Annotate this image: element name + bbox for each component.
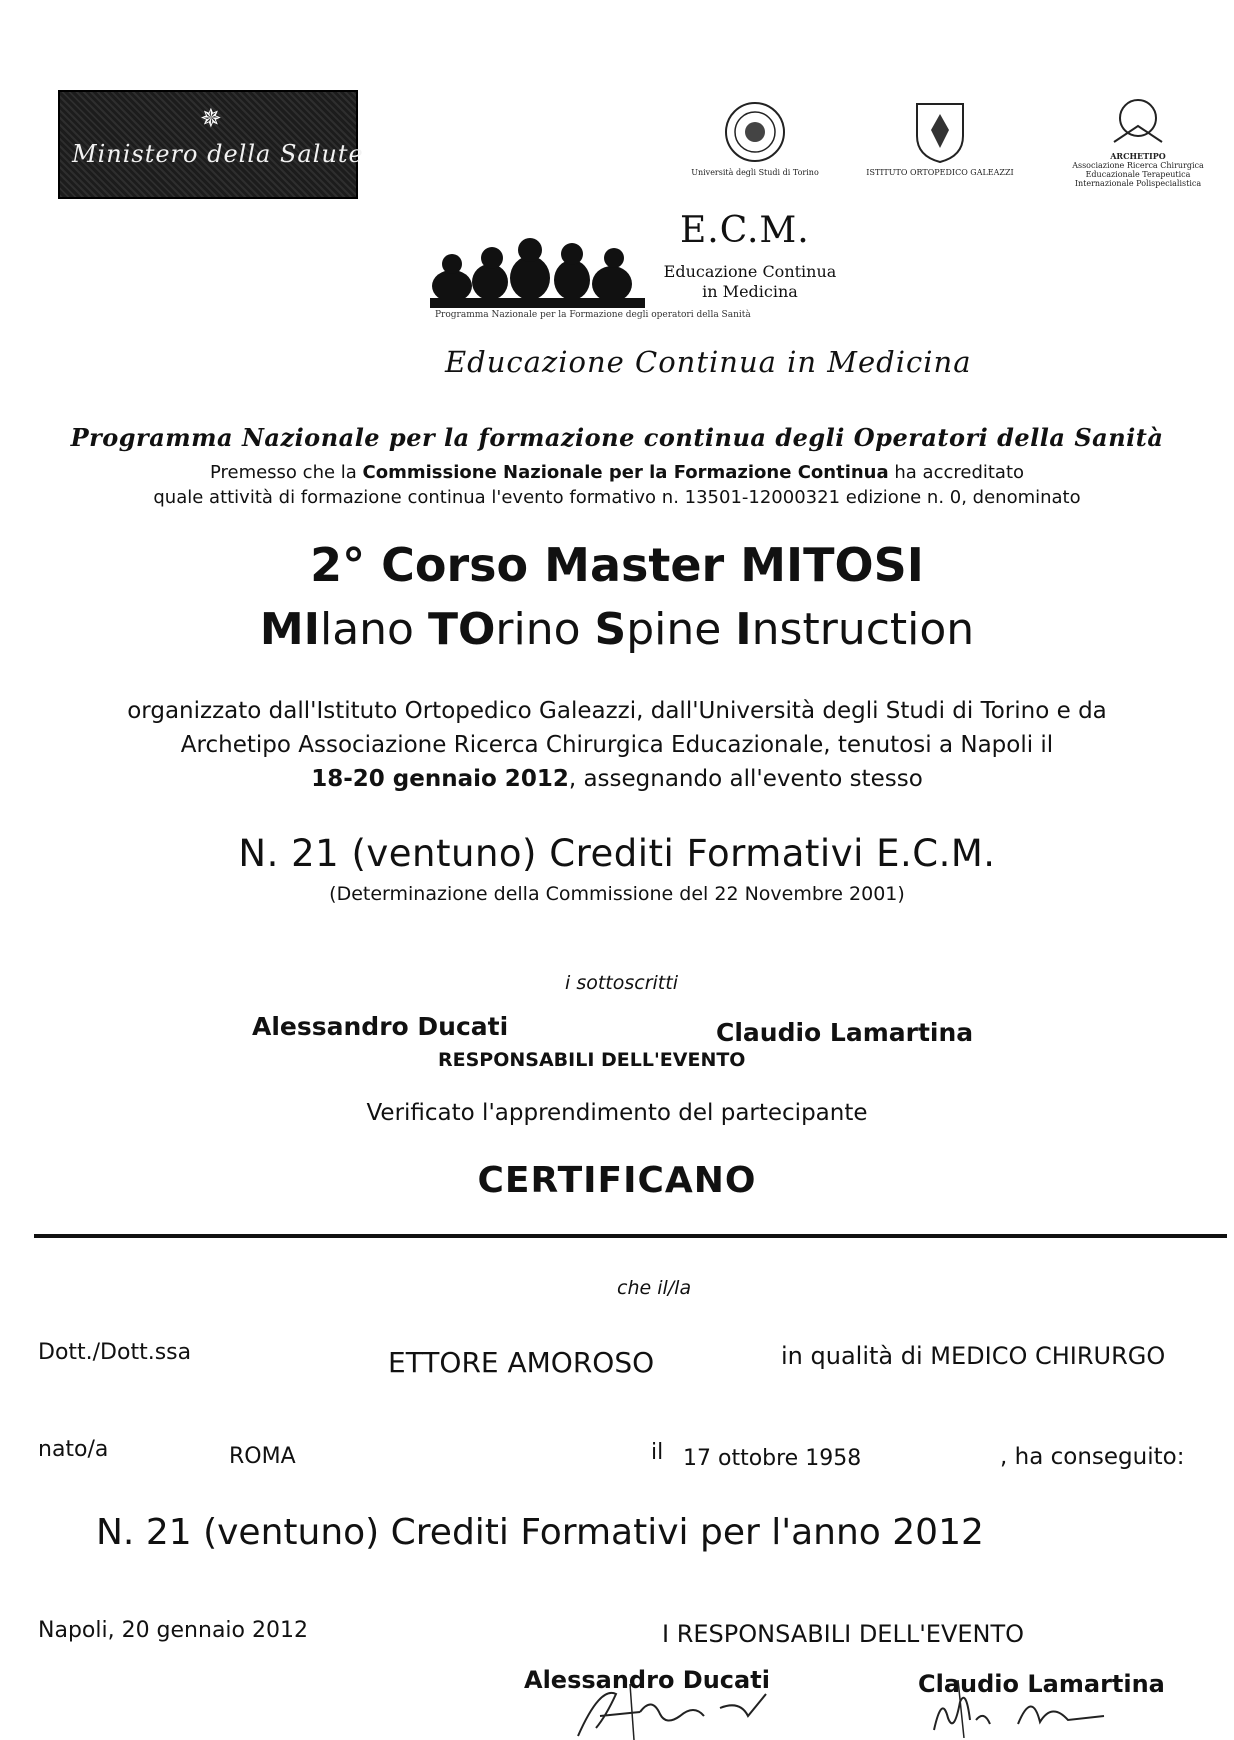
title-label: Dott./Dott.ssa xyxy=(38,1340,192,1365)
footer-signatory-2: Claudio Lamartina xyxy=(918,1670,1165,1698)
galeazzi-seal xyxy=(845,100,1035,177)
subtitle-mi: MI xyxy=(259,604,320,655)
signature-lamartina xyxy=(928,1680,1118,1738)
determinazione-note: (Determinazione della Commissione del 22 Novembre 2001) xyxy=(329,883,905,905)
archetipo-caption: Associazione Ricerca Chirurgica Educazionale Terapeutica Internazionale Polispecialistica xyxy=(1072,161,1204,188)
ecm-programma-small: Programma Nazionale per la Formazione degli operatori della Sanità xyxy=(435,310,751,320)
signatory-name-2: Claudio Lamartina xyxy=(716,1018,974,1047)
subtitle-lano: lano xyxy=(319,604,428,655)
footer-signatory-1: Alessandro Ducati xyxy=(524,1666,770,1694)
organizer-paragraph xyxy=(0,694,1234,796)
intro-text-a: Premesso che la xyxy=(209,462,363,483)
verificato-line: Verificato l'apprendimento del partecipante xyxy=(366,1100,868,1126)
intro-line2: quale attività di formazione continua l'evento formativo n. 13501-12000321 edizione n. 0, denominato xyxy=(153,487,1081,508)
participant-qualifica: in qualità di MEDICO CHIRURGO xyxy=(781,1342,1166,1370)
subtitle-to: TO xyxy=(427,604,496,655)
organizer-line3 xyxy=(0,762,1234,796)
ecm-line1: Educazione Continua xyxy=(663,262,837,281)
intro-text-b: ha accreditato xyxy=(888,462,1025,483)
che-il-la-label: che il/la xyxy=(617,1277,692,1299)
archetipo-name: ARCHETIPO xyxy=(1110,151,1166,161)
nato-label: nato/a xyxy=(38,1437,109,1462)
intro-paragraph xyxy=(0,460,1234,510)
place-date: Napoli, 20 gennaio 2012 xyxy=(38,1618,308,1643)
ecm-title: E.C.M. xyxy=(680,210,810,251)
subtitle-rino: rino xyxy=(495,604,595,655)
conseguito-label: , ha conseguito: xyxy=(1000,1444,1185,1470)
il-label: il xyxy=(651,1440,664,1465)
archetipo-seal xyxy=(1058,96,1218,188)
organizer-line2: Archetipo Associazione Ricerca Chirurgica Educazionale, tenutosi a Napoli il xyxy=(180,732,1054,758)
ecm-people-icon xyxy=(430,228,645,308)
torino-seal xyxy=(690,100,820,177)
signature-ducati xyxy=(570,1676,810,1740)
signatory-name-1: Alessandro Ducati xyxy=(252,1012,509,1041)
responsabili-label: I RESPONSABILI DELL'EVENTO xyxy=(662,1620,1025,1648)
participant-name: ETTORE AMOROSO xyxy=(388,1346,655,1379)
subtitle-i: I xyxy=(735,604,752,655)
galeazzi-seal-icon xyxy=(911,100,969,164)
final-credits: N. 21 (ventuno) Crediti Formativi per l'anno 2012 xyxy=(96,1512,984,1553)
subtitle-s: S xyxy=(594,604,627,655)
intro-commission: Commissione Nazionale per la Formazione Continua xyxy=(362,462,889,483)
ecm-line2: in Medicina xyxy=(702,282,798,301)
subtitle-pine: pine xyxy=(626,604,736,655)
galeazzi-caption: ISTITUTO ORTOPEDICO GALEAZZI xyxy=(866,168,1014,177)
subtitle-nstruction: nstruction xyxy=(751,604,975,655)
archetipo-seal-icon xyxy=(1110,96,1166,148)
organizer-line3-rest: , assegnando all'evento stesso xyxy=(568,766,923,792)
ministero-logo-text: Ministero della Salute xyxy=(72,140,364,168)
ministero-logo xyxy=(58,90,364,199)
torino-caption: Università degli Studi di Torino xyxy=(691,168,819,177)
organizer-line1: organizzato dall'Istituto Ortopedico Galeazzi, dall'Università degli Studi di Torino e da xyxy=(127,698,1107,724)
birthplace: ROMA xyxy=(229,1444,296,1469)
certificano-heading: CERTIFICANO xyxy=(477,1160,757,1201)
birthdate: 17 ottobre 1958 xyxy=(683,1446,862,1471)
event-date: 18-20 gennaio 2012 xyxy=(311,766,569,792)
emblem-icon: ✵ xyxy=(200,104,222,134)
ecm-credits: N. 21 (ventuno) Crediti Formativi E.C.M. xyxy=(238,832,996,875)
divider-rule xyxy=(34,1234,1227,1238)
ecm-script-line: Educazione Continua in Medicina xyxy=(445,345,972,379)
torino-seal-icon xyxy=(723,100,787,164)
ecm-subtitle xyxy=(660,262,840,302)
sottoscritti-label: i sottoscritti xyxy=(565,972,678,994)
programma-heading: Programma Nazionale per la formazione continua degli Operatori della Sanità xyxy=(70,423,1164,452)
course-title: 2° Corso Master MITOSI xyxy=(310,538,924,592)
course-subtitle xyxy=(0,604,1234,655)
intro-line1 xyxy=(0,460,1234,485)
signatory-role: RESPONSABILI DELL'EVENTO xyxy=(438,1049,746,1071)
